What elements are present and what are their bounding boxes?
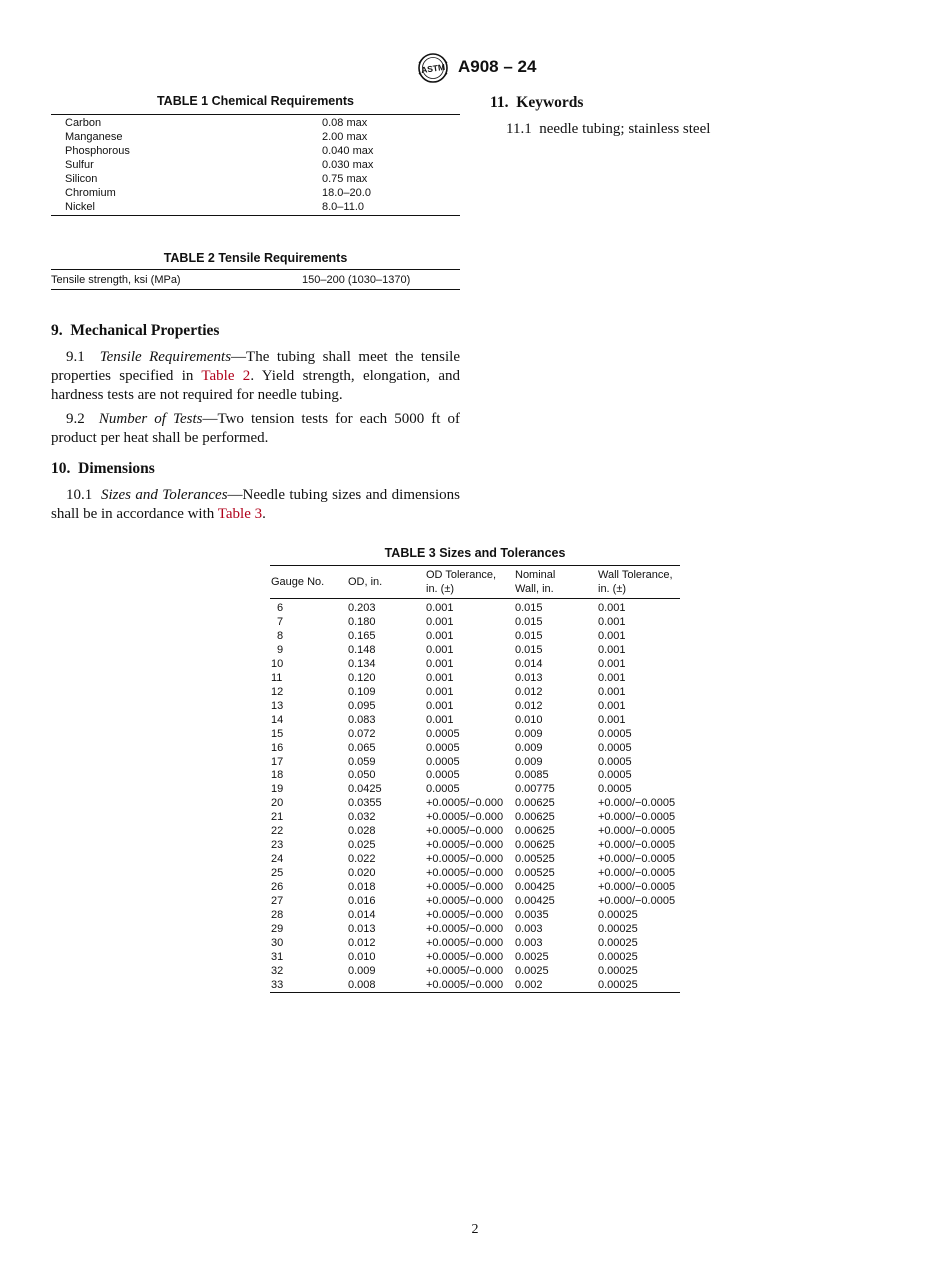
table3-cell-gauge: 28	[271, 908, 284, 921]
table3-link[interactable]: Table 3	[217, 506, 263, 522]
table3-cell-od-tol: +0.0005/−0.000	[426, 922, 504, 935]
table3-cell-wall-tol: 0.0005	[598, 727, 632, 740]
table3-cell-gauge: 30	[271, 936, 284, 949]
table3-cell-gauge: 33	[271, 978, 284, 991]
table3-cell-gauge: 29	[271, 922, 284, 935]
document-code: A908 – 24	[458, 57, 537, 76]
table3-cell-od: 0.025	[348, 839, 376, 852]
table3-cell-gauge: 20	[271, 797, 284, 810]
table3-cell-gauge: 25	[271, 867, 284, 879]
table3-cell-wall-tol: 0.0005	[598, 741, 632, 754]
table3-cell-od: 0.165	[348, 629, 376, 642]
table3-cell-od: 0.008	[348, 978, 376, 991]
table3-cell-od-tol: +0.0005/−0.000	[426, 811, 504, 824]
table1-element-5: Chromium	[65, 187, 116, 199]
table3-cell-od: 0.0355	[348, 797, 382, 810]
table3-cell-wall: 0.00625	[515, 825, 555, 838]
table3-cell-od-tol: +0.0005/−0.000	[426, 895, 504, 907]
table3-cell-wall: 0.015	[515, 643, 543, 656]
table3-header-rule	[270, 598, 680, 599]
table3-cell-od: 0.059	[348, 755, 376, 768]
page-number: 2	[471, 1222, 479, 1237]
table3-cell-od-tol: 0.0005	[426, 783, 460, 796]
table3-cell-gauge: 7	[277, 616, 284, 628]
table3-cell-od: 0.009	[348, 964, 376, 977]
table3-cell-wall: 0.00625	[515, 811, 555, 824]
table1-bottom-rule	[51, 215, 460, 216]
table3-cell-wall: 0.015	[515, 602, 543, 614]
table3-cell-od-tol: 0.001	[426, 602, 454, 614]
table3-cell-wall-tol: 0.0005	[598, 769, 632, 782]
section9-p1-title: Tensile Requirements	[99, 349, 232, 365]
table3-cell-gauge: 8	[277, 629, 284, 642]
table1-value-0: 0.08 max	[322, 117, 368, 129]
table3-cell-wall-tol: 0.001	[598, 671, 626, 684]
table3-cell-wall-tol: +0.000/−0.0005	[598, 839, 676, 852]
section9-p2-number: 9.2	[66, 411, 85, 427]
section11-p1-text: needle tubing; stainless steel	[539, 121, 711, 137]
table2-property: Tensile strength, ksi (MPa)	[51, 274, 181, 286]
table3-cell-wall: 0.00525	[515, 853, 555, 866]
table3-cell-od-tol: 0.001	[426, 713, 454, 726]
section9-heading: 9. Mechanical Properties	[51, 322, 220, 339]
table3-header-od-tol-2: in. (±)	[426, 583, 455, 595]
table3-cell-gauge: 11	[271, 671, 283, 684]
table3-cell-wall: 0.009	[515, 741, 543, 754]
table3-cell-gauge: 21	[271, 811, 284, 824]
table3-cell-wall: 0.00425	[515, 881, 555, 893]
table3-cell-wall-tol: 0.00025	[598, 964, 638, 977]
table3-cell-od: 0.050	[348, 769, 376, 782]
table3-cell-od-tol: 0.0005	[426, 741, 460, 754]
table3-cell-wall-tol: 0.0005	[598, 783, 632, 796]
table3-cell-gauge: 19	[271, 783, 284, 796]
table3-cell-gauge: 13	[271, 699, 284, 712]
table3-cell-od: 0.013	[348, 922, 376, 935]
table3-cell-wall-tol: +0.000/−0.0005	[598, 895, 676, 907]
table3-cell-od: 0.010	[348, 950, 376, 963]
section10-paragraph-1	[51, 486, 460, 524]
table3-cell-gauge: 27	[271, 895, 284, 907]
table3-cell-od-tol: 0.0005	[426, 727, 460, 740]
table3-cell-od: 0.012	[348, 936, 376, 949]
table3-cell-gauge: 32	[271, 964, 284, 977]
section9-p1-text-a: —The tubing shall meet the tensile properties specified in	[51, 349, 460, 384]
table1-value-1: 2.00 max	[322, 131, 368, 143]
table3-cell-od: 0.109	[348, 685, 376, 698]
table1-value-3: 0.030 max	[322, 159, 374, 171]
table3-cell-wall-tol: 0.001	[598, 685, 626, 698]
table3-cell-wall: 0.00525	[515, 867, 555, 879]
table3-cell-od-tol: +0.0005/−0.000	[426, 908, 504, 921]
table3-cell-od: 0.018	[348, 881, 376, 893]
table3-header-wall-tol-1: Wall Tolerance,	[598, 569, 673, 581]
table3-cell-wall-tol: +0.000/−0.0005	[598, 867, 676, 879]
table3-cell-od: 0.020	[348, 867, 376, 879]
table3-cell-wall-tol: 0.001	[598, 602, 626, 614]
table3-cell-wall: 0.010	[515, 713, 543, 726]
table3-cell-gauge: 9	[277, 643, 284, 656]
table3-cell-wall-tol: +0.000/−0.0005	[598, 811, 676, 824]
section10-p1-text-a: —Needle tubing sizes and dimensions shall be in accordance with	[51, 487, 460, 522]
table3-cell-wall-tol: 0.00025	[598, 950, 638, 963]
table1-element-0: Carbon	[65, 117, 102, 129]
table3-cell-wall-tol: 0.00025	[598, 978, 638, 991]
table3-cell-od: 0.095	[348, 699, 376, 712]
table3-cell-od: 0.083	[348, 713, 376, 726]
table3-cell-od-tol: 0.001	[426, 629, 454, 642]
table3-cell-od-tol: +0.0005/−0.000	[426, 978, 504, 991]
table3-cell-wall: 0.00425	[515, 895, 555, 907]
table3-cell-od: 0.014	[348, 908, 376, 921]
table3-cell-gauge: 15	[271, 727, 284, 740]
table3-cell-od-tol: 0.001	[426, 671, 454, 684]
table3-cell-wall: 0.0025	[515, 964, 549, 977]
section10-p1-text-b: .	[262, 506, 266, 522]
table3-cell-wall-tol: +0.000/−0.0005	[598, 881, 676, 893]
table3-cell-od-tol: 0.0005	[426, 769, 460, 782]
table3-cell-od-tol: 0.001	[426, 657, 454, 670]
table3-cell-wall: 0.012	[515, 685, 543, 698]
table3-cell-gauge: 12	[271, 685, 284, 698]
section10-p1-title: Sizes and Tolerances	[101, 487, 228, 503]
table3-cell-od: 0.148	[348, 643, 376, 656]
table3-cell-gauge: 10	[271, 657, 284, 670]
table3-cell-od-tol: +0.0005/−0.000	[426, 936, 504, 949]
table3-cell-wall: 0.0025	[515, 950, 549, 963]
table3-cell-wall: 0.0085	[515, 769, 549, 782]
table3-cell-wall: 0.003	[515, 936, 543, 949]
table3-cell-od: 0.134	[348, 657, 376, 670]
table3-cell-od: 0.203	[348, 602, 376, 614]
table3-cell-od: 0.180	[348, 616, 376, 628]
table3-cell-gauge: 16	[271, 741, 284, 754]
section10-heading: 10. Dimensions	[51, 460, 155, 477]
table3-header-od-tol-1: OD Tolerance,	[426, 569, 497, 581]
table3-cell-wall-tol: 0.00025	[598, 936, 638, 949]
table1-element-3: Sulfur	[65, 159, 94, 171]
table2-bottom-rule	[51, 289, 460, 290]
astm-logo-text: ASTM	[420, 61, 446, 76]
section11-heading: 11. Keywords	[490, 94, 584, 111]
table3-cell-od-tol: +0.0005/−0.000	[426, 853, 504, 866]
table3-cell-wall-tol: +0.000/−0.0005	[598, 853, 676, 866]
astm-logo-icon	[414, 52, 452, 84]
table3-cell-wall-tol: 0.001	[598, 657, 626, 670]
section9-paragraph-2	[51, 410, 460, 448]
page-header	[0, 52, 950, 84]
table3-cell-wall-tol: 0.001	[598, 713, 626, 726]
table3-cell-od-tol: +0.0005/−0.000	[426, 881, 504, 893]
table3-header-wall-1: Nominal	[515, 569, 556, 581]
table3-cell-od-tol: 0.001	[426, 643, 454, 656]
table1-element-2: Phosphorous	[65, 145, 130, 157]
table3-bottom-rule	[270, 992, 680, 993]
table3-cell-gauge: 18	[271, 769, 284, 782]
table3-cell-wall: 0.015	[515, 629, 543, 642]
table3-cell-od: 0.120	[348, 671, 376, 684]
table1-element-4: Silicon	[65, 173, 98, 185]
table3-cell-od-tol: +0.0005/−0.000	[426, 825, 504, 838]
table3-cell-od-tol: +0.0005/−0.000	[426, 950, 504, 963]
table3-cell-gauge: 14	[271, 713, 284, 726]
table3-header-od: OD, in.	[348, 576, 383, 588]
table3-cell-gauge: 23	[271, 839, 284, 852]
table3-cell-wall-tol: 0.001	[598, 699, 626, 712]
table1-value-4: 0.75 max	[322, 173, 368, 185]
section11-paragraph-1	[506, 120, 926, 139]
table3-cell-od-tol: 0.001	[426, 685, 454, 698]
table3-cell-od-tol: 0.0005	[426, 755, 460, 768]
table2-top-rule	[51, 269, 460, 270]
table3-cell-od-tol: +0.0005/−0.000	[426, 839, 504, 852]
table3-cell-wall-tol: 0.00025	[598, 922, 638, 935]
table3-cell-od: 0.072	[348, 727, 376, 740]
table3-cell-od-tol: 0.001	[426, 616, 454, 628]
section10-p1-number: 10.1	[66, 487, 93, 503]
table3-cell-gauge: 6	[277, 602, 284, 614]
section9-p2-title: Number of Tests	[98, 411, 203, 427]
table3-cell-od: 0.016	[348, 895, 376, 907]
table3-top-rule	[270, 565, 680, 566]
table3-cell-gauge: 26	[271, 881, 284, 893]
section9-p1-number: 9.1	[66, 349, 85, 365]
section9-p2-text: —Two tension tests for each 5000 ft of product per heat shall be performed.	[51, 411, 460, 446]
table3-cell-wall-tol: 0.00025	[598, 908, 638, 921]
table3-cell-wall-tol: +0.000/−0.0005	[598, 797, 676, 810]
section9-p1-text-b: . Yield strength, elongation, and hardness tests are not required for needle tubing.	[51, 368, 460, 403]
table3-cell-wall: 0.009	[515, 727, 543, 740]
table3-cell-od: 0.028	[348, 825, 376, 838]
table3-cell-od: 0.032	[348, 811, 376, 824]
section11-p1-number: 11.1	[506, 121, 532, 137]
table3-cell-wall: 0.00625	[515, 797, 555, 810]
table2-link[interactable]: Table 2	[201, 368, 251, 384]
table3-cell-wall-tol: 0.0005	[598, 755, 632, 768]
table3-cell-wall: 0.013	[515, 671, 543, 684]
table3-cell-od: 0.065	[348, 741, 376, 754]
table1-value-6: 8.0–11.0	[322, 201, 365, 213]
table3-cell-gauge: 22	[271, 825, 284, 838]
table3-cell-gauge: 17	[271, 755, 284, 768]
table3-cell-od-tol: +0.0005/−0.000	[426, 867, 504, 879]
table3-cell-od-tol: 0.001	[426, 699, 454, 712]
table3-header-wall-tol-2: in. (±)	[598, 583, 627, 595]
table3-cell-wall-tol: +0.000/−0.0005	[598, 825, 676, 838]
table3-cell-od: 0.022	[348, 853, 376, 866]
table3-caption: TABLE 3 Sizes and Tolerances	[384, 546, 566, 560]
table3-cell-wall-tol: 0.001	[598, 616, 626, 628]
table2-caption: TABLE 2 Tensile Requirements	[163, 251, 348, 265]
table3-cell-wall: 0.00625	[515, 839, 555, 852]
table3-cell-wall-tol: 0.001	[598, 643, 626, 656]
table3-cell-wall: 0.0035	[515, 908, 549, 921]
table3-cell-wall-tol: 0.001	[598, 629, 626, 642]
table3-cell-wall: 0.00775	[515, 783, 555, 796]
table3-header-wall-2: Wall, in.	[515, 583, 554, 595]
table1-top-rule	[51, 114, 460, 115]
table3-cell-wall: 0.002	[515, 978, 543, 991]
table3-header-gauge: Gauge No.	[271, 576, 325, 588]
table1-element-6: Nickel	[65, 201, 95, 213]
table2-value: 150–200 (1030–1370)	[302, 274, 411, 286]
table3-cell-gauge: 24	[271, 853, 284, 866]
table3-cell-wall: 0.014	[515, 657, 543, 670]
table3-cell-wall: 0.015	[515, 616, 543, 628]
table3-cell-wall: 0.009	[515, 755, 543, 768]
section9-paragraph-1	[51, 348, 460, 405]
table3-cell-wall: 0.012	[515, 699, 543, 712]
table3-cell-od-tol: +0.0005/−0.000	[426, 797, 504, 810]
table1-element-1: Manganese	[65, 131, 123, 143]
table3-cell-od-tol: +0.0005/−0.000	[426, 964, 504, 977]
table3-cell-gauge: 31	[271, 950, 284, 963]
table1-value-2: 0.040 max	[322, 145, 374, 157]
table1-caption: TABLE 1 Chemical Requirements	[156, 94, 355, 108]
table3-cell-wall: 0.003	[515, 922, 543, 935]
table1-value-5: 18.0–20.0	[322, 187, 371, 199]
table3-cell-od: 0.0425	[348, 783, 382, 796]
